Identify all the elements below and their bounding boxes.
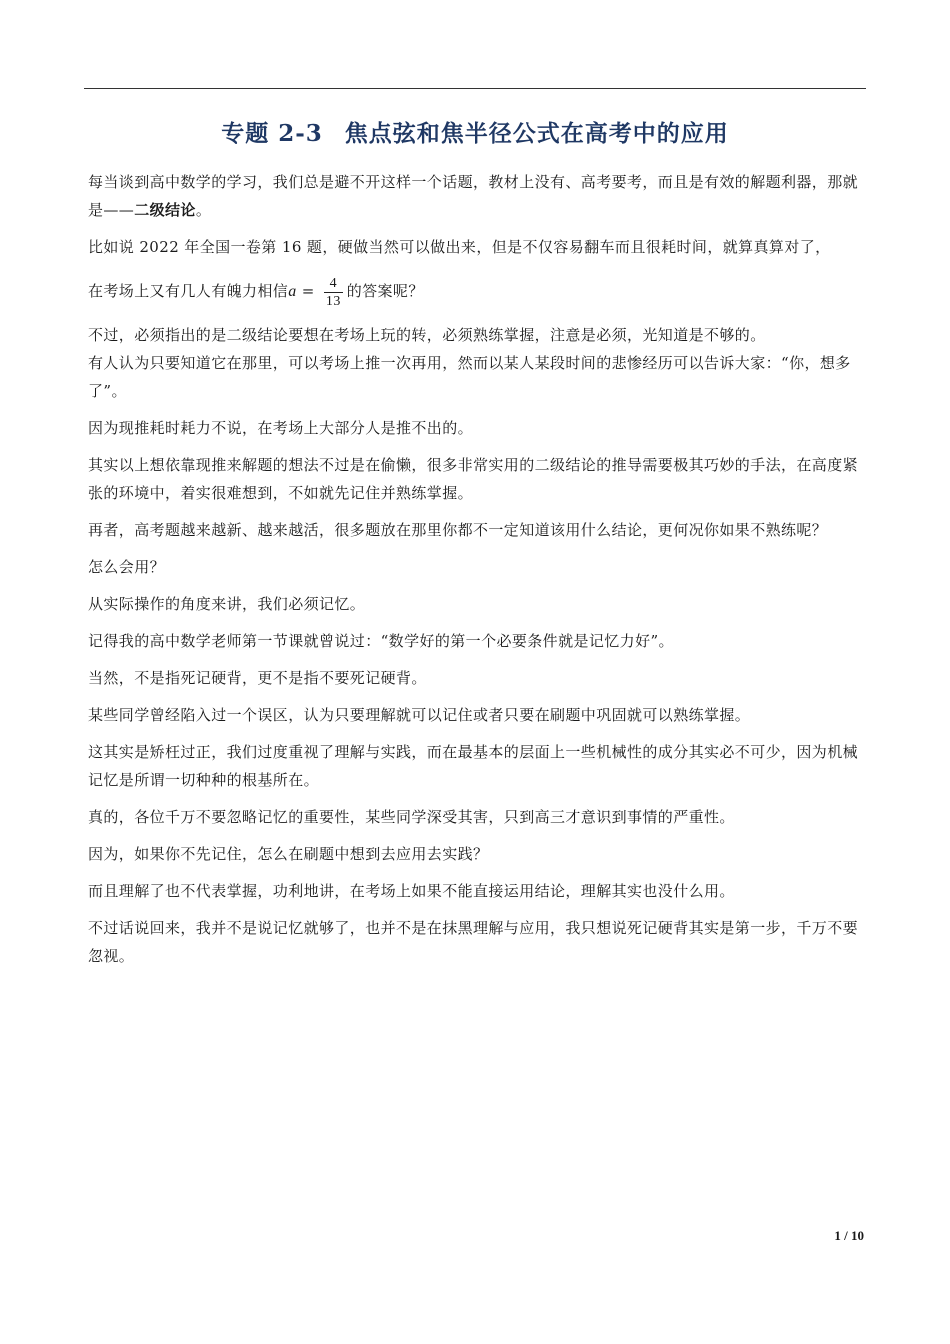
math-fraction bbox=[324, 275, 343, 310]
title-prefix: 专题 2-3 bbox=[221, 120, 323, 147]
paragraph-10: 记得我的高中数学老师第一节课就曾说过：“数学好的第一个必要条件就是记忆力好”。 bbox=[88, 632, 674, 650]
page-title bbox=[84, 115, 866, 148]
paragraph-9: 从实际操作的角度来讲，我们必须记忆。 bbox=[88, 595, 366, 613]
paragraph-12: 某些同学曾经陷入过一个误区，认为只要理解就可以记住或者只要在刷题中巩固就可以熟练掌握。 bbox=[88, 706, 751, 724]
paragraph-15: 因为，如果你不先记住，怎么在刷题中想到去应用去实践？ bbox=[88, 845, 489, 863]
paragraph-14: 真的，各位千万不要忽略记忆的重要性，某些同学深受其害，只到高三才意识到事情的严重性。 bbox=[88, 808, 735, 826]
header-rule bbox=[84, 88, 866, 89]
paragraph-2-line-2 bbox=[88, 271, 864, 312]
math-variable: a bbox=[288, 283, 297, 300]
paragraph-11: 当然，不是指死记硬背，更不是指不要死记硬背。 bbox=[88, 669, 427, 687]
paragraph-4: 有人认为只要知道它在那里，可以考场上推一次再用，然而以某人某段时间的悲惨经历可以告诉大家：“你，想多了”。 bbox=[88, 354, 851, 400]
fraction-numerator: 4 bbox=[324, 275, 343, 293]
paragraph-13: 这其实是矫枉过正，我们过度重视了理解与实践，而在最基本的层面上一些机械性的成分其实必不可少，因为机械记忆是所谓一切种种的根基所在。 bbox=[88, 743, 859, 789]
bold-term: 二级结论 bbox=[134, 201, 196, 219]
paragraph-17: 不过话说回来，我并不是说记忆就够了，也并不是在抹黑理解与应用，我只想说死记硬背其实是第一步，千万不要忽视。 bbox=[88, 919, 859, 965]
paragraph-text: 在考场上又有几人有魄力相信 bbox=[88, 282, 289, 300]
paragraph-text: 。 bbox=[195, 201, 212, 219]
paragraph-6: 其实以上想依靠现推来解题的想法不过是在偷懒，很多非常实用的二级结论的推导需要极其巧妙的手法，在高度紧张的环境中，着实很难想到，不如就先记住并熟练掌握。 bbox=[88, 456, 859, 502]
paragraph-5: 因为现推耗时耗力不说，在考场上大部分人是推不出的。 bbox=[88, 419, 474, 437]
title-main: 焦点弦和焦半径公式在高考中的应用 bbox=[344, 120, 729, 147]
document-body bbox=[88, 168, 864, 970]
paragraph-16: 而且理解了也不代表掌握，功利地讲，在考场上如果不能直接运用结论，理解其实也没什么用。 bbox=[88, 882, 735, 900]
paragraph-3: 不过，必须指出的是二级结论要想在考场上玩的转，必须熟练掌握，注意是必须，光知道是不够的。 bbox=[88, 326, 766, 344]
paragraph-text: 的答案呢？ bbox=[346, 282, 424, 300]
paragraph-text: 每当谈到高中数学的学习，我们总是避不开这样一个话题，教材上没有、高考要考，而且是有效的解题利器，那就是—— bbox=[88, 173, 859, 219]
page-number: 1 / 10 bbox=[834, 1228, 864, 1243]
paragraph-7: 再者，高考题越来越新、越来越活，很多题放在那里你都不一定知道该用什么结论，更何况你如果不熟练呢？ bbox=[88, 521, 828, 539]
paragraph-2-line-1: 比如说 2022 年全国一卷第 16 题，硬做当然可以做出来，但是不仅容易翻车而且很耗时间，就算真算对了， bbox=[88, 238, 831, 256]
paragraph-8: 怎么会用？ bbox=[88, 558, 166, 576]
paragraph-1 bbox=[88, 168, 864, 224]
math-equals: = bbox=[296, 282, 320, 300]
fraction-denominator: 13 bbox=[325, 293, 341, 309]
